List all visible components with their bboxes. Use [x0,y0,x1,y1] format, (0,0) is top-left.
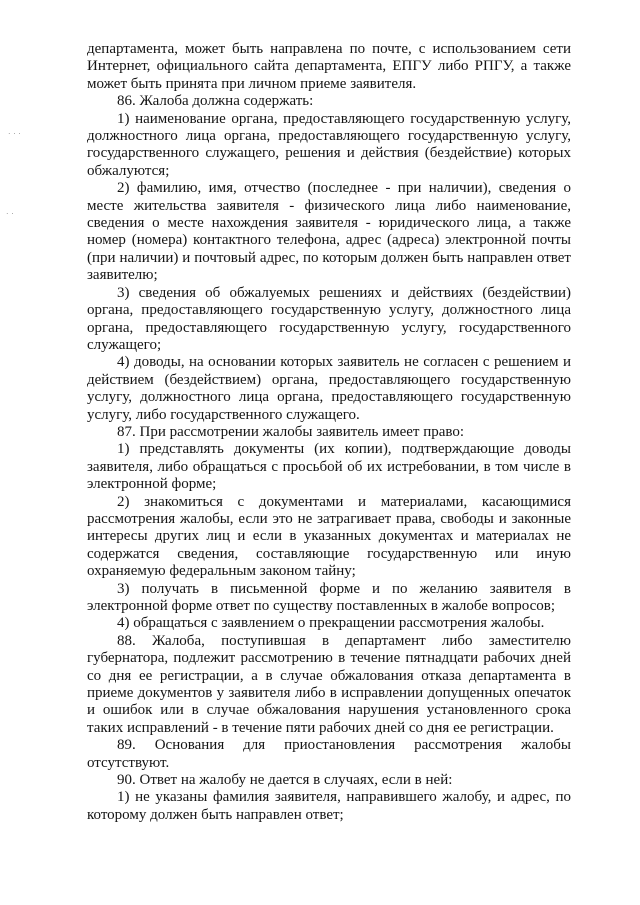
paragraph-86-item-1: 1) наименование органа, предоставляющего государственную услугу, должностного лица органа, предоставляющего государственную услугу, государственного служащего, решения и действия (бездействие) которых обжалуются; [87,110,571,179]
paragraph-86-item-3: 3) сведения об обжалуемых решениях и действиях (бездействии) органа, предоставляющего государственную услугу, должностного лица органа, предоставляющего государственную услугу, государственного служащего; [87,284,571,353]
paragraph-87-item-1: 1) представлять документы (их копии), подтверждающие доводы заявителя, либо обращаться с просьбой об их истребовании, в том числе в электронной форме; [87,441,571,493]
scan-speck-mark: . . . [8,127,21,136]
paragraph-87-item-2: 2) знакомиться с документами и материалами, касающимися рассмотрения жалобы, если это не затрагивает права, свободы и законные интересы других лиц и если в указанных документах и материалах не содержатся сведения, составляющие государственную или иную охраняемую федеральным законом тайну; [87,493,571,580]
paragraph-89: 89. Основания для приостановления рассмотрения жалобы отсутствуют. [87,737,571,771]
paragraph-90-item-1: 1) не указаны фамилия заявителя, направившего жалобу, и адрес, по которому должен быть направлен ответ; [87,789,571,823]
paragraph-86-item-2: 2) фамилию, имя, отчество (последнее - при наличии), сведения о месте жительства заявителя - физического лица либо наименование, сведения о месте нахождения заявителя - юридического лица, а также номер (номера) контактного телефона, адрес (адреса) электронной почты (при наличии) и почтовый адрес, по которым должен быть направлен ответ заявителю; [87,180,571,284]
document-body [87,41,571,824]
paragraph-87-item-3: 3) получать в письменной форме и по желанию заявителя в электронной форме ответ по существу поставленных в жалобе вопросов; [87,580,571,614]
paragraph-86-item-4: 4) доводы, на основании которых заявитель не согласен с решением и действием (бездействием) органа, предоставляющего государственную услугу, должностного лица органа, предоставляющего государственную услугу, либо государственного служащего. [87,354,571,423]
paragraph-88: 88. Жалоба, поступившая в департамент либо заместителю губернатора, подлежит рассмотрению в течение пятнадцати рабочих дней со дня ее регистрации, а в случае обжалования отказа департамента в приеме документов у заявителя либо в исправлении допущенных опечаток и ошибок или в случае обжалования нарушения установленного срока таких исправлений - в течение пяти рабочих дней со дня ее регистрации. [87,632,571,736]
paragraph-86-heading: 86. Жалоба должна содержать: [117,93,314,110]
paragraph-90-heading: 90. Ответ на жалобу не дается в случаях, если в ней: [117,772,453,789]
paragraph-continuation: департамента, может быть направлена по почте, с использованием сети Интернет, официального сайта департамента, ЕПГУ либо РПГУ, а также может быть принята при личном приеме заявителя. [87,41,571,92]
paragraph-87-item-4: 4) обращаться с заявлением о прекращении рассмотрения жалобы. [117,615,545,632]
scan-speck-mark: . . [6,207,14,216]
paragraph-87-heading: 87. При рассмотрении жалобы заявитель имеет право: [117,423,465,440]
